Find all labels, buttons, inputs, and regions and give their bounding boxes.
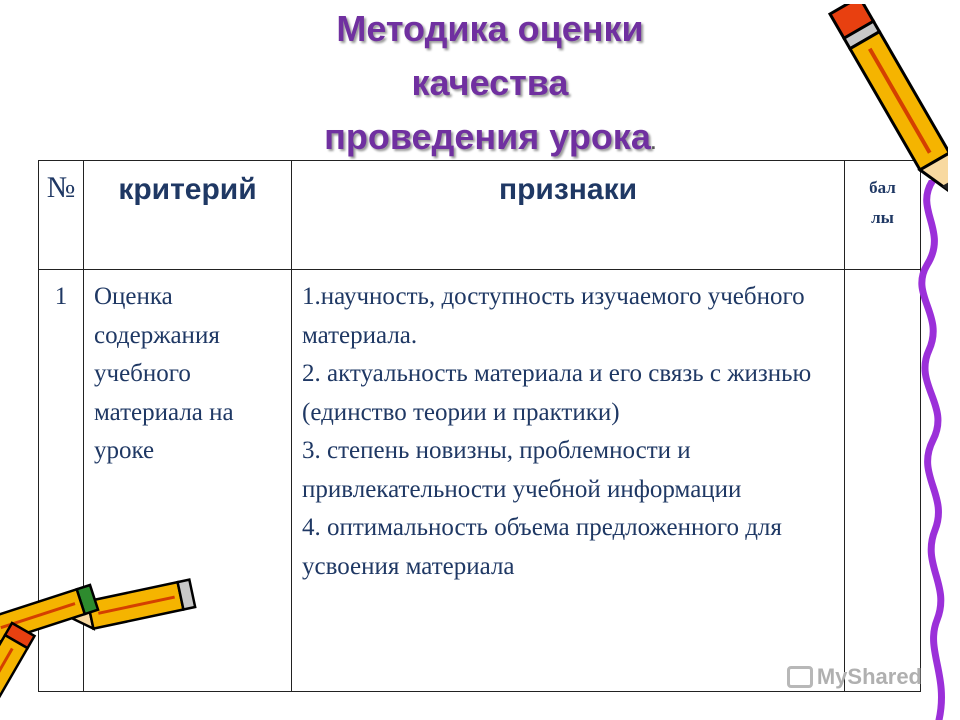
title-line-1: Методика оценки — [336, 8, 644, 49]
pencil-icon — [808, 4, 948, 229]
title-line-2: качества — [411, 62, 569, 103]
pencils-icon — [0, 575, 200, 720]
header-number: № — [39, 161, 84, 270]
row-criterion: Оценка содержания учебного материала на уроке — [84, 270, 292, 692]
table-header-row — [39, 161, 921, 270]
title-period: . — [650, 133, 656, 153]
row-signs — [292, 270, 845, 692]
watermark-logo-icon — [787, 666, 813, 688]
header-criterion: критерий — [84, 161, 292, 270]
sign-item-4: 4. оптимальность объема предложенного для усвоения материала — [302, 514, 782, 580]
sign-item-1: 1.научность, доступность изучаемого учебного материала. — [302, 283, 805, 349]
sign-item-3: 3. степень новизны, проблемности и привлекательности учебной информации — [302, 437, 742, 503]
sign-item-2: 2. актуальность материала и его связь с жизнью (единство теории и практики) — [302, 360, 812, 426]
header-signs: признаки — [292, 161, 845, 270]
row-number: 1 — [39, 270, 84, 692]
watermark-text: MyShared — [816, 664, 922, 689]
header-points-line-1: бал — [869, 178, 896, 197]
watermark — [787, 664, 922, 690]
slide-title — [200, 2, 780, 170]
title-line-3-text: проведения урока — [324, 116, 651, 157]
header-points-line-2: лы — [871, 208, 894, 227]
squiggle-decoration — [905, 180, 960, 720]
